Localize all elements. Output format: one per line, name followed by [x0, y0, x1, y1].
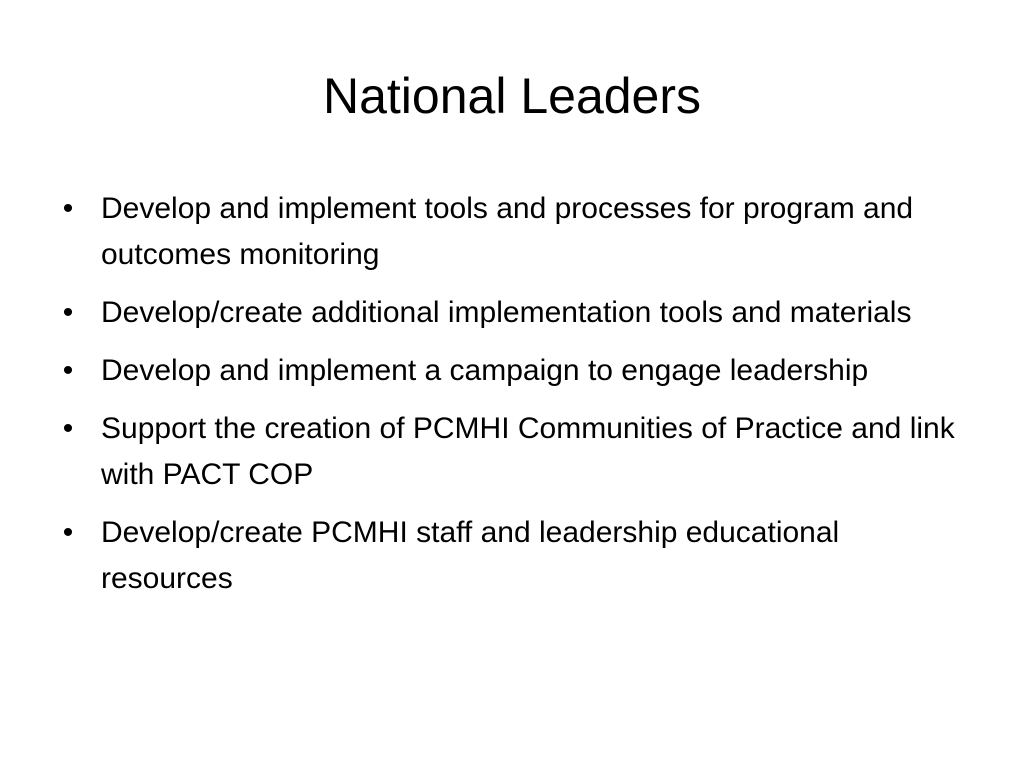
- bullet-marker: •: [62, 296, 74, 329]
- bullet-marker: •: [62, 412, 74, 445]
- slide-title: National Leaders: [322, 68, 702, 124]
- bullet-text: Develop and implement a campaign to engage leadership: [101, 354, 869, 387]
- bullet-item: [58, 510, 978, 602]
- bullet-list: [58, 186, 978, 614]
- bullet-item: [58, 186, 978, 278]
- bullet-text: Develop and implement tools and processes for program and outcomes monitoring: [101, 192, 914, 271]
- bullet-marker: •: [62, 192, 74, 225]
- bullet-marker: •: [62, 354, 74, 387]
- bullet-item: [58, 290, 978, 336]
- bullet-item: [58, 406, 978, 498]
- bullet-text: Support the creation of PCMHI Communities of Practice and link with PACT COP: [101, 412, 955, 491]
- bullet-marker: •: [62, 516, 74, 549]
- bullet-item: [58, 348, 978, 394]
- bullet-text: Develop/create additional implementation tools and materials: [101, 296, 912, 329]
- bullet-text: Develop/create PCMHI staff and leadership educational resources: [101, 516, 840, 595]
